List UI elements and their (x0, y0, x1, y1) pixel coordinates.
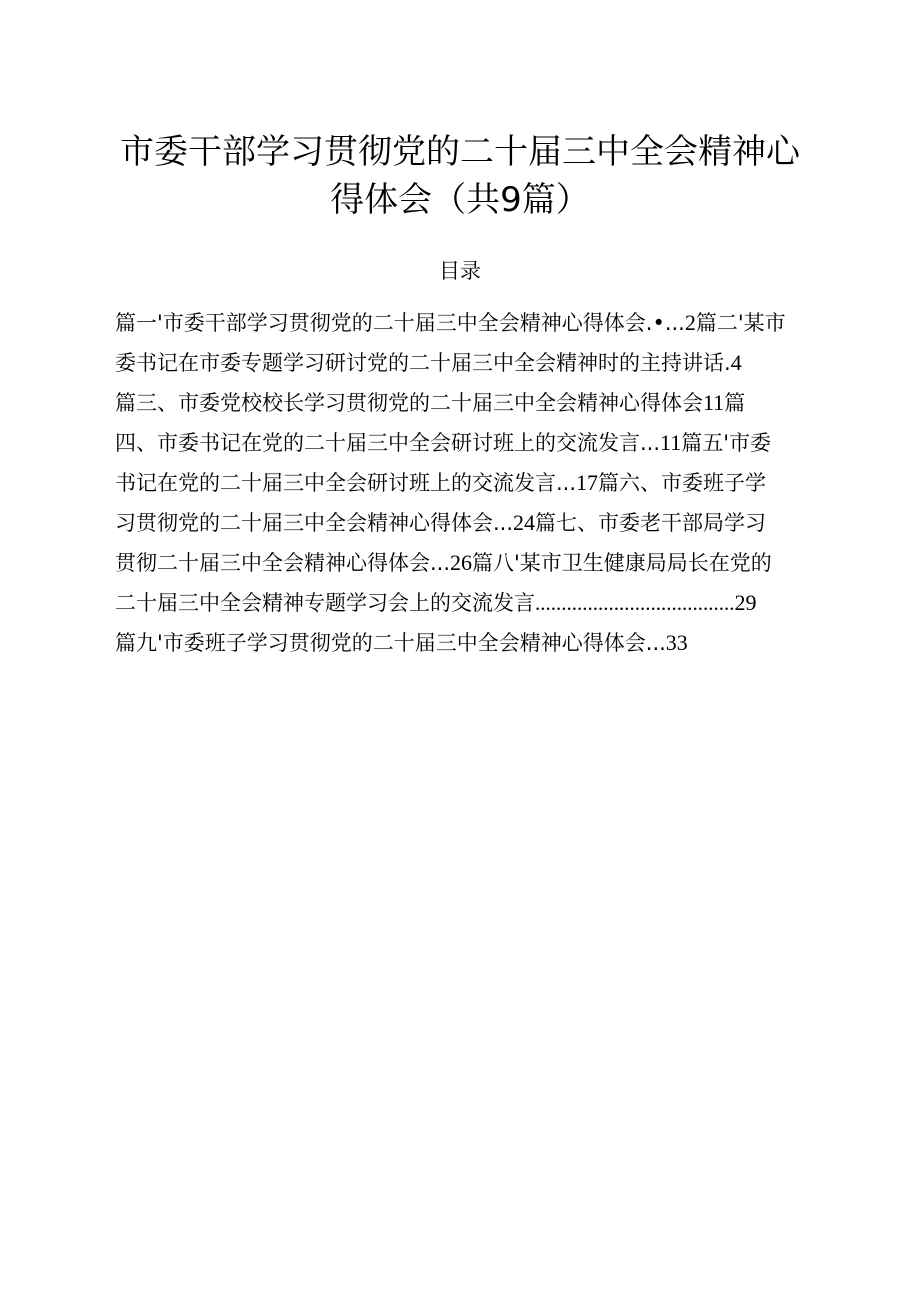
toc-line (115, 383, 855, 423)
toc-line-text: 篇一'市委干部学习贯彻党的二十届三中全会精神心得体会.•... (115, 311, 685, 335)
toc-line (115, 583, 855, 623)
toc-line (115, 623, 855, 663)
toc-line (115, 503, 855, 543)
toc-line-tail: 篇五'市委 (681, 431, 771, 455)
toc-page-number: 26 (450, 550, 473, 575)
toc-line-text: 贯彻二十届三中全会精神心得体会... (115, 551, 451, 575)
toc-page-number: 29 (734, 590, 757, 615)
document-title (100, 128, 820, 224)
title-line-1: 市委干部学习贯彻党的二十届三中全会精神心 (120, 132, 800, 172)
toc-heading: 目录 (439, 259, 481, 283)
toc-line-text: 习贯彻党的二十届三中全会精神心得体会... (115, 511, 514, 535)
toc-line (115, 303, 855, 343)
toc-line (115, 463, 855, 503)
toc-line (115, 343, 855, 383)
toc-line-tail: 篇 (724, 391, 746, 415)
toc-line-tail: 篇八'某市卫生健康局局长在党的 (472, 551, 772, 575)
toc-leader-dots: ...................................... (535, 591, 735, 615)
toc-line-tail: 篇六、市委班子学 (598, 471, 767, 495)
toc-page-number: 24 (513, 510, 536, 535)
toc-line-text: 四、市委书记在党的二十届三中全会研讨班上的交流发言... (115, 431, 661, 455)
toc-page-number: 11 (660, 430, 682, 455)
toc-line-tail: 篇二'某市 (695, 311, 786, 335)
title-line-2: 得体会（共9篇） (330, 180, 590, 220)
toc-page-number: 17 (576, 470, 599, 495)
toc-line-text: 篇九'市委班子学习贯彻党的二十届三中全会精神心得体会... (115, 631, 666, 655)
toc-page-number: 2 (684, 310, 696, 335)
toc-line (115, 543, 855, 583)
toc-page-number: 4 (730, 350, 742, 375)
toc-line-text: 二十届三中全会精神专题学习会上的交流发言 (115, 591, 535, 615)
toc-line-text: 委书记在市委专题学习研讨党的二十届三中全会精神时的主持讲话. (115, 351, 731, 375)
toc-line-text: 篇三、市委党校校长学习贯彻党的二十届三中全会精神心得体会 (115, 391, 703, 415)
toc-line-tail: 篇七、市委老干部局学习 (535, 511, 767, 535)
toc-line (115, 423, 855, 463)
toc-page-number: 33 (665, 630, 688, 655)
table-of-contents (115, 303, 855, 663)
toc-line-text: 书记在党的二十届三中全会研讨班上的交流发言... (115, 471, 577, 495)
toc-page-number: 11 (703, 390, 725, 415)
